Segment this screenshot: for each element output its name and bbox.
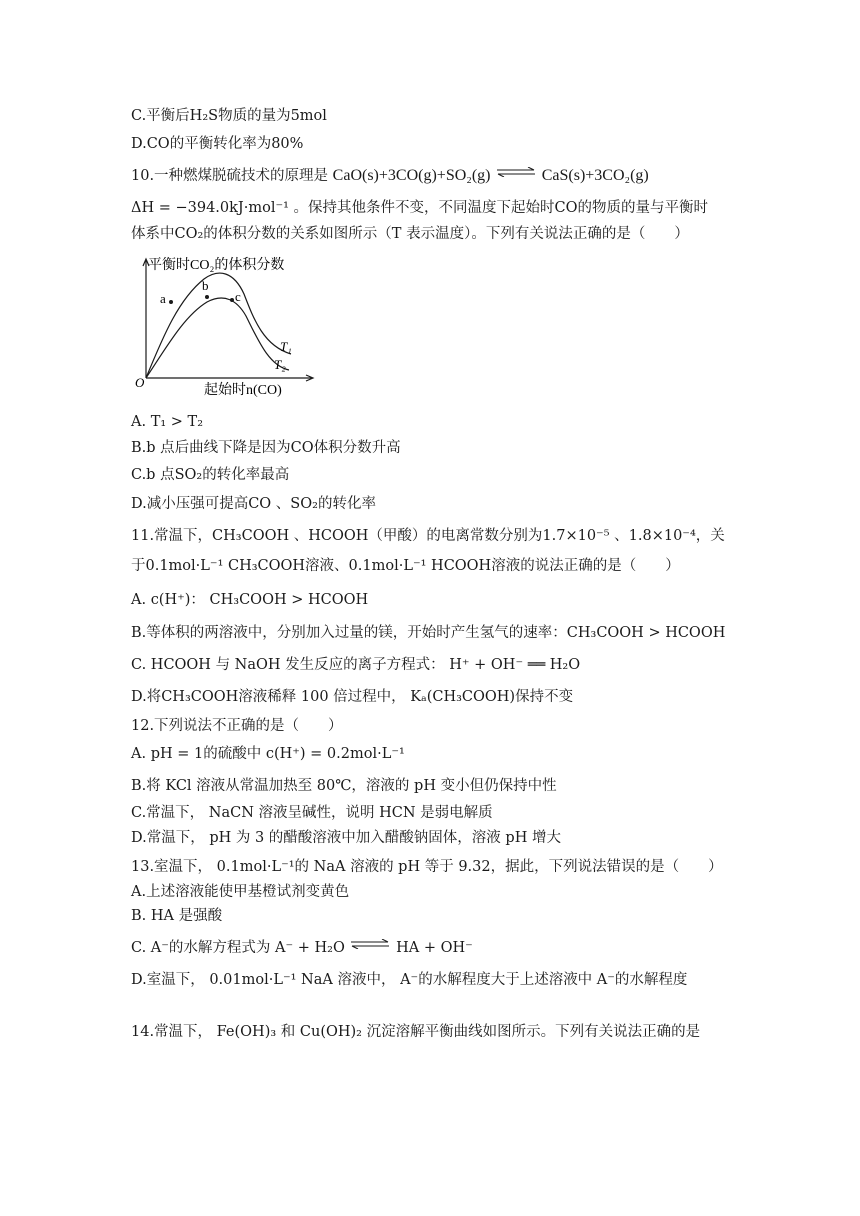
q11-option-b: B.等体积的两溶液中，分别加入过量的镁，开始时产生氢气的速率：CH₃COOH > HCOOH (131, 625, 726, 641)
curve-t1 (146, 273, 291, 378)
q9-option-d: D.CO的平衡转化率为80% (131, 136, 304, 152)
q13-option-b: B. HA 是强酸 (131, 908, 223, 924)
figure-svg (134, 254, 324, 404)
q9-option-c: C.平衡后H₂S物质的量为5mol (131, 108, 327, 124)
point-a-label: a (160, 291, 166, 306)
q12-option-d: D.常温下， pH 为 3 的醋酸溶液中加入醋酸钠固体，溶液 pH 增大 (131, 830, 561, 846)
point-b-label: b (202, 278, 209, 293)
q12-option-b: B.将 KCl 溶液从常温加热至 80℃，溶液的 pH 变小但仍保持中性 (131, 778, 557, 794)
point-b-marker (205, 295, 209, 299)
point-c-marker (230, 298, 234, 302)
x-axis-label: 起始时n(CO) (204, 383, 282, 398)
equilibrium-arrow-icon (350, 939, 390, 949)
q13-option-d: D.室温下， 0.01mol·L⁻¹ NaA 溶液中， A⁻的水解程度大于上述溶液中 A⁻的水解程度 (131, 972, 688, 988)
q12-option-a: A. pH = 1的硫酸中 c(H⁺) = 0.2mol·L⁻¹ (131, 746, 405, 762)
q10-option-d: D.减小压强可提高CO 、SO₂的转化率 (131, 496, 376, 512)
curve-t2 (146, 298, 289, 378)
curve-t1-label: T₁ (280, 339, 292, 354)
q10-stem-line2: ΔH = −394.0kJ·mol⁻¹ 。保持其他条件不变，不同温度下起始时CO的物质的量与平衡时 (131, 200, 709, 216)
q10-option-c: C.b 点SO₂的转化率最高 (131, 467, 290, 483)
q10-stem-line3: 体系中CO₂的体积分数的关系如图所示（T 表示温度）。下列有关说法正确的是（ ） (131, 226, 689, 242)
q10-option-b: B.b 点后曲线下降是因为CO体积分数升高 (131, 440, 401, 456)
q11-option-d: D.将CH₃COOH溶液稀释 100 倍过程中， Kₐ(CH₃COOH)保持不变 (131, 689, 574, 705)
co2-fraction-figure (134, 254, 324, 404)
q14-stem: 14.常温下， Fe(OH)₃ 和 Cu(OH)₂ 沉淀溶解平衡曲线如图所示。下列有关说法正确的是 (131, 1024, 701, 1040)
point-a-marker (169, 300, 173, 304)
q10-stem-text: 10.一种燃煤脱硫技术的原理是 (131, 168, 329, 184)
q13-option-c-right: HA + OH⁻ (396, 940, 473, 956)
q10-products: CaS(s)+3CO₂(g) (541, 167, 649, 184)
y-axis-label: 平衡时CO₂的体积分数 (148, 258, 285, 273)
q11-option-a: A. c(H⁺)： CH₃COOH > HCOOH (131, 592, 369, 608)
point-c-label: c (235, 289, 241, 304)
q11-option-c: C. HCOOH 与 NaOH 发生反应的离子方程式： H⁺ + OH⁻ ══ H₂O (131, 657, 581, 673)
q12-option-c: C.常温下， NaCN 溶液呈碱性，说明 HCN 是弱电解质 (131, 805, 493, 821)
equilibrium-arrow-icon (496, 167, 536, 177)
q11-stem-line1: 11.常温下，CH₃COOH 、HCOOH（甲酸）的电离常数分别为1.7×10⁻⁵ 、1.8×10⁻⁴，关 (131, 528, 725, 544)
q10-option-a: A. T₁ > T₂ (131, 414, 204, 430)
curve-t2-label: T₂ (274, 357, 286, 372)
q10-stem-line1 (131, 166, 649, 186)
q10-reactants: CaO(s)+3CO(g)+SO₂(g) (332, 167, 491, 184)
q13-option-a: A.上述溶液能使甲基橙试剂变黄色 (131, 884, 350, 900)
q13-stem: 13.室温下， 0.1mol·L⁻¹的 NaA 溶液的 pH 等于 9.32，据此，下列说法错误的是（ ） (131, 859, 723, 875)
q12-stem: 12.下列说法不正确的是（ ） (131, 718, 343, 734)
q13-option-c (131, 938, 473, 958)
q11-stem-line2: 于0.1mol·L⁻¹ CH₃COOH溶液、0.1mol·L⁻¹ HCOOH溶液的说法正确的是（ ） (131, 558, 680, 574)
origin-label: O (135, 375, 145, 390)
q13-option-c-left: C. A⁻的水解方程式为 A⁻ + H₂O (131, 940, 345, 956)
